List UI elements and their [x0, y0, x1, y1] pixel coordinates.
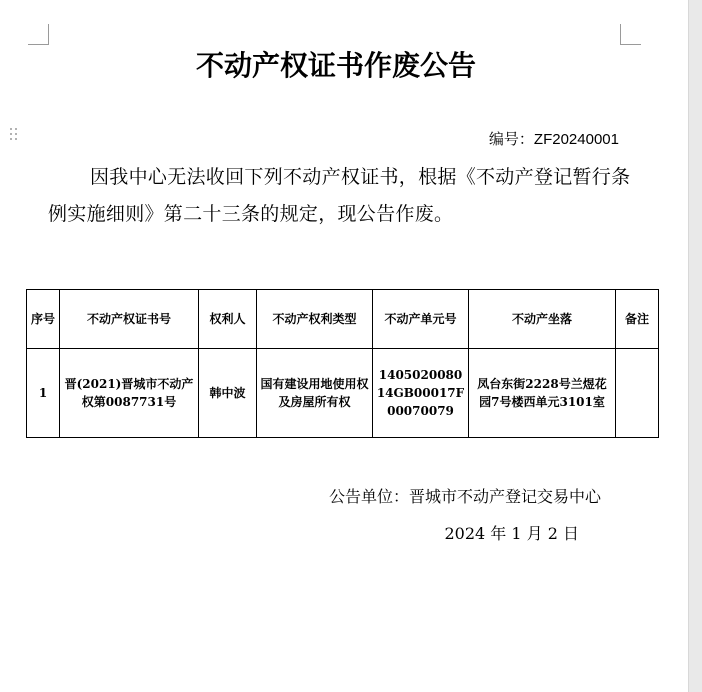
cell-owner: 韩中波: [199, 349, 257, 438]
header-remark: 备注: [616, 290, 659, 349]
cell-right-type: 国有建设用地使用权及房屋所有权: [257, 349, 373, 438]
table-header-row: [27, 290, 659, 349]
crop-mark-top-left: [28, 24, 49, 45]
issuer-line: 公告单位：晋城市不动产登记交易中心: [328, 487, 601, 506]
notice-paragraph: 因我中心无法收回下列不动产权证书，根据《不动产登记暂行条例实施细则》第二十三条的规定，现公告作废。: [48, 166, 631, 225]
cell-location: 凤台东街2228号兰煜花园7号楼西单元3101室: [469, 349, 616, 438]
drag-handle-icon[interactable]: [10, 128, 18, 142]
document-number: 编号：ZF20240001: [488, 131, 619, 148]
issue-date: 2024 年 1 月 2 日: [444, 524, 579, 543]
header-cert-no: 不动产权证书号: [60, 290, 199, 349]
table-row: [27, 349, 659, 438]
cell-seq: 1: [27, 349, 60, 438]
header-location: 不动产坐落: [469, 290, 616, 349]
header-right-type: 不动产权利类型: [257, 290, 373, 349]
document-title: 不动产权证书作废公告: [195, 49, 476, 82]
cell-unit-no: 140502008014GB00017F00070079: [373, 349, 469, 438]
header-unit-no: 不动产单元号: [373, 290, 469, 349]
cell-remark: [616, 349, 659, 438]
cell-cert-no: 晋(2021)晋城市不动产权第0087731号: [60, 349, 199, 438]
header-owner: 权利人: [199, 290, 257, 349]
crop-mark-top-right: [620, 24, 641, 45]
header-seq: 序号: [27, 290, 60, 349]
certificate-table: [26, 289, 659, 438]
scrollbar-gutter[interactable]: [688, 0, 702, 692]
